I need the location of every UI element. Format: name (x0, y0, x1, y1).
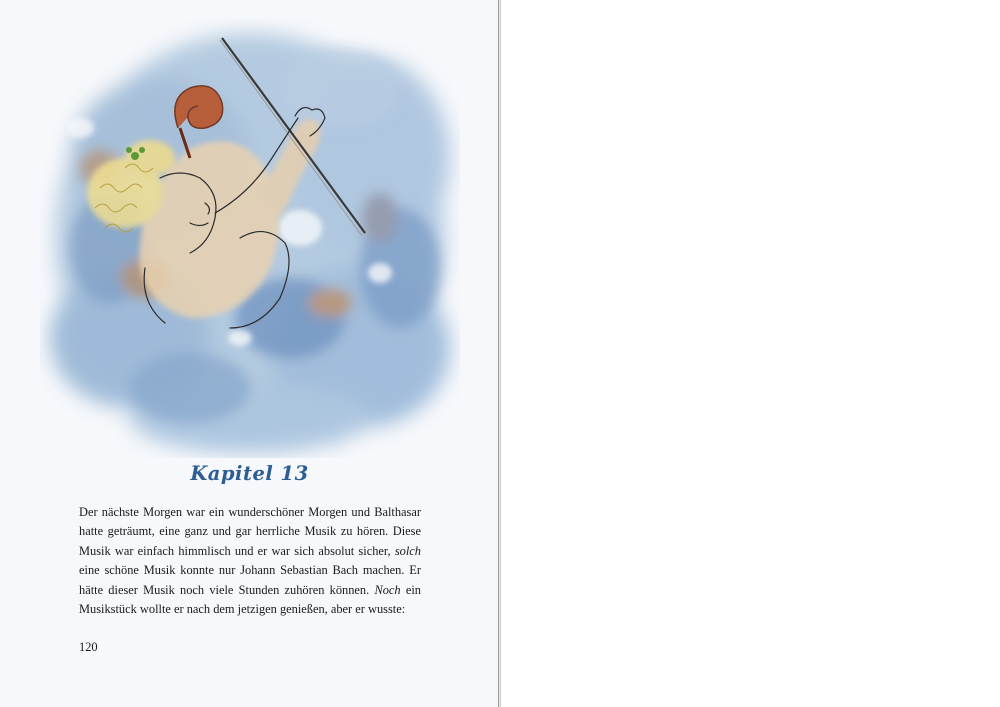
page-number-left: 120 (79, 640, 98, 654)
text-line (79, 522, 421, 541)
left-page-body-text (79, 503, 421, 619)
italic-text: solch (394, 543, 421, 558)
watercolor-cherub-violinist-illustration (40, 18, 460, 458)
text-line (79, 600, 421, 619)
text-line (79, 503, 421, 522)
text-run: eine schöne Musik konnte nur Johann Sebastian Bach machen. Er (79, 563, 421, 578)
text-run: hatte geträumt, eine ganz und gar herrliche Musik zu hören. Diese (79, 524, 421, 539)
text-run: Musikstück wollte er nach dem jetzigen genießen, aber er wusste: (79, 602, 406, 617)
text-run: Der nächste Morgen war ein wunderschöner Morgen und Balthasar (79, 505, 421, 519)
right-page (500, 0, 1000, 707)
text-run: hätte dieser Musik noch viele Stunden zuhören können. (79, 582, 375, 597)
chapter-title: Kapitel 13 (190, 462, 309, 485)
text-line (79, 581, 421, 600)
text-line (79, 561, 421, 580)
left-page (0, 0, 499, 707)
text-run: Musik war einfach himmlisch und er war sich absolut sicher, (79, 543, 395, 558)
text-line (79, 542, 421, 561)
italic-text: Noch (374, 582, 401, 597)
text-run: ein (400, 582, 421, 597)
